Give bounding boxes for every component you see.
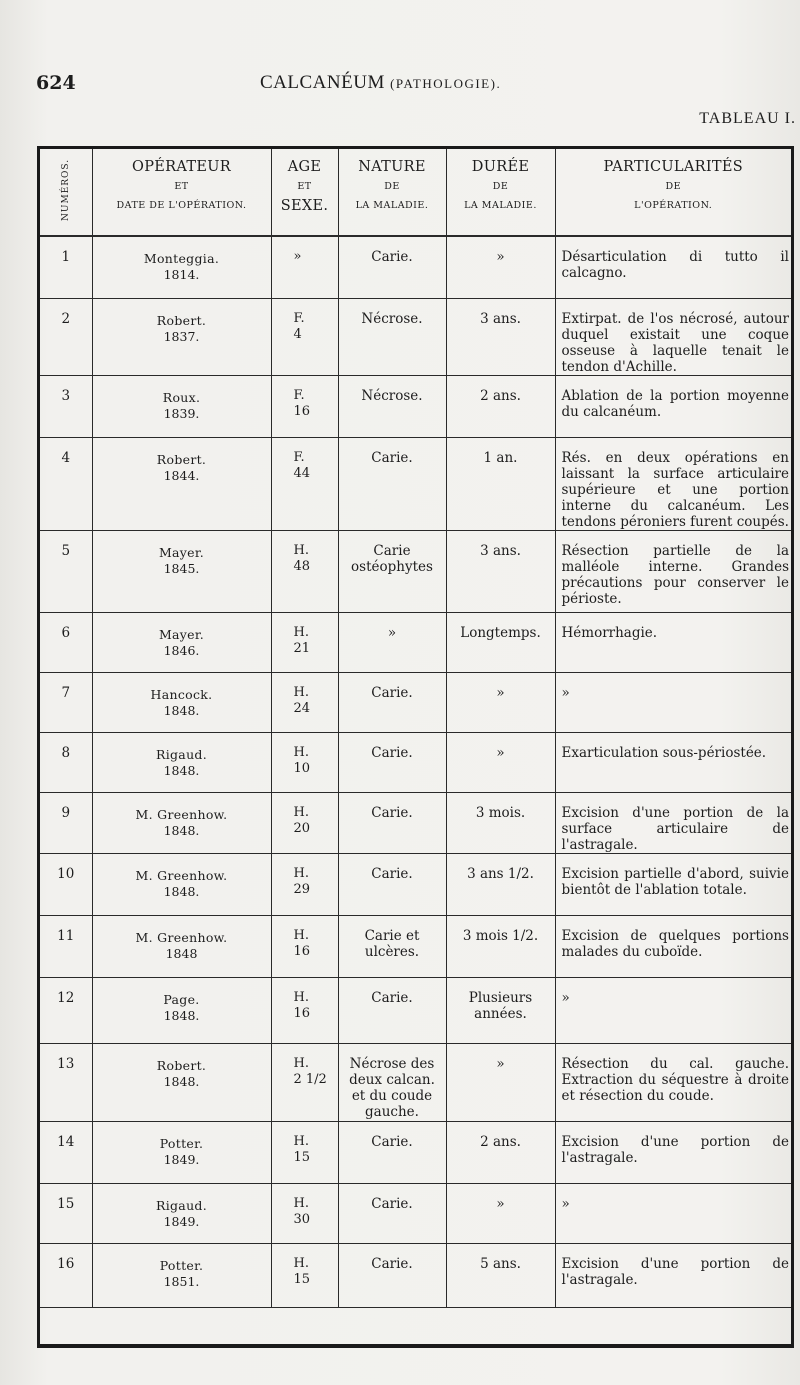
duree-value: » bbox=[496, 1055, 505, 1072]
running-title-main: CALCANÉUM bbox=[260, 72, 385, 93]
operation-year: 1851. bbox=[163, 1273, 200, 1289]
sex-value: H. bbox=[293, 989, 309, 1005]
particularites-cell bbox=[555, 236, 791, 298]
operator-name: Potter. bbox=[159, 1257, 204, 1273]
sex-value: H. bbox=[293, 624, 309, 640]
header-duree-sub: LA MALADIE. bbox=[464, 200, 537, 211]
sex-value: F. bbox=[293, 310, 305, 326]
duree-cell bbox=[446, 236, 555, 298]
particularites-cell bbox=[555, 1043, 791, 1121]
age-sex-cell bbox=[271, 672, 338, 732]
duree-cell bbox=[446, 1243, 555, 1307]
operator-name: M. Greenhow. bbox=[135, 806, 228, 822]
operation-year: 1848. bbox=[163, 822, 200, 838]
sex-value: H. bbox=[293, 1055, 309, 1071]
nature-value: Carie. bbox=[371, 1195, 413, 1212]
table-row bbox=[40, 977, 791, 1043]
row-number bbox=[40, 853, 92, 915]
nature-value: Carie. bbox=[371, 804, 413, 821]
nature-cell bbox=[338, 1183, 446, 1243]
operator-name: Hancock. bbox=[150, 686, 213, 702]
row-number bbox=[40, 530, 92, 612]
duree-value: 3 ans. bbox=[480, 310, 521, 327]
operator-cell bbox=[92, 437, 271, 530]
age-sex-cell bbox=[271, 375, 338, 437]
nature-cell bbox=[338, 792, 446, 853]
operation-year: 1839. bbox=[163, 405, 200, 421]
nature-cell bbox=[338, 1121, 446, 1183]
particularites-value: Excision d'une portion de l'astragale. bbox=[561, 1133, 789, 1166]
header-age-main: AGE bbox=[287, 159, 322, 175]
age-value: 15 bbox=[293, 1271, 311, 1287]
particularites-cell bbox=[555, 792, 791, 853]
sex-value: » bbox=[293, 249, 302, 264]
table-row bbox=[40, 672, 791, 732]
particularites-value: Excision d'une portion de l'astragale. bbox=[561, 1255, 789, 1288]
operator-cell bbox=[92, 853, 271, 915]
particularites-cell bbox=[555, 915, 791, 977]
row-number-value: 6 bbox=[61, 624, 71, 641]
particularites-value: Rés. en deux opérations en laissant la surface articulaire supérieure et une portion interne du calcanéum. Les tendons péroniers furent coupés. bbox=[561, 449, 789, 530]
sex-value: H. bbox=[293, 1195, 309, 1211]
nature-cell bbox=[338, 672, 446, 732]
sex-value: H. bbox=[293, 804, 309, 820]
operator-cell bbox=[92, 1121, 271, 1183]
operation-year: 1848. bbox=[163, 883, 200, 899]
header-duree bbox=[446, 149, 555, 236]
header-age-sub: SEXE. bbox=[280, 198, 329, 214]
row-number bbox=[40, 375, 92, 437]
header-age-et: ET bbox=[297, 181, 312, 192]
particularites-value: Excision de quelques portions malades du cuboïde. bbox=[561, 927, 789, 960]
header-numeros-label: NUMÉROS. bbox=[60, 158, 71, 221]
header-operateur-main: OPÉRATEUR bbox=[132, 159, 231, 175]
age-value: 10 bbox=[293, 760, 311, 776]
operation-year: 1837. bbox=[163, 328, 200, 344]
duree-value: 3 mois 1/2. bbox=[462, 927, 539, 944]
row-number bbox=[40, 1043, 92, 1121]
age-sex-cell bbox=[271, 236, 338, 298]
row-number bbox=[40, 672, 92, 732]
duree-value: 3 ans. bbox=[480, 542, 521, 559]
header-numeros bbox=[40, 149, 92, 236]
table-row bbox=[40, 437, 791, 530]
nature-cell bbox=[338, 915, 446, 977]
duree-value: » bbox=[496, 744, 505, 761]
operator-name: Robert. bbox=[156, 312, 207, 328]
header-operateur-sub: DATE DE L'OPÉRATION. bbox=[116, 200, 247, 211]
nature-value: » bbox=[387, 624, 397, 641]
age-value: 16 bbox=[293, 943, 311, 959]
row-number bbox=[40, 915, 92, 977]
age-value: 44 bbox=[293, 465, 311, 481]
operator-name: Potter. bbox=[159, 1135, 204, 1151]
particularites-value: Résection partielle de la malléole interne. Grandes précautions pour conserver le périoste. bbox=[561, 542, 789, 607]
operator-cell bbox=[92, 1043, 271, 1121]
duree-cell bbox=[446, 1043, 555, 1121]
operation-year: 1849. bbox=[163, 1213, 200, 1229]
operation-year: 1845. bbox=[163, 560, 200, 576]
row-number-value: 15 bbox=[57, 1195, 75, 1212]
operator-name: M. Greenhow. bbox=[135, 867, 228, 883]
operation-year: 1846. bbox=[163, 642, 200, 658]
nature-value: Carie. bbox=[371, 249, 413, 265]
header-nature-sub: LA MALADIE. bbox=[355, 200, 429, 211]
sex-value: H. bbox=[293, 1133, 309, 1149]
table-row bbox=[40, 1121, 791, 1183]
age-sex-cell bbox=[271, 1121, 338, 1183]
particularites-cell bbox=[555, 298, 791, 375]
duree-value: 3 mois. bbox=[475, 804, 526, 821]
age-sex-cell bbox=[271, 298, 338, 375]
operator-cell bbox=[92, 732, 271, 792]
operator-name: Roux. bbox=[162, 389, 201, 405]
operation-year: 1848. bbox=[163, 1007, 200, 1023]
row-number-value: 5 bbox=[61, 542, 71, 559]
age-value: 16 bbox=[293, 1005, 311, 1021]
duree-value: 5 ans. bbox=[480, 1255, 521, 1272]
operation-year: 1814. bbox=[163, 267, 200, 282]
header-age bbox=[271, 149, 338, 236]
age-value: 30 bbox=[293, 1211, 311, 1227]
particularites-value: Hémorrhagie. bbox=[561, 624, 658, 641]
duree-cell bbox=[446, 437, 555, 530]
table-row bbox=[40, 1043, 791, 1121]
row-number bbox=[40, 977, 92, 1043]
nature-cell bbox=[338, 236, 446, 298]
duree-value: 3 ans 1/2. bbox=[467, 865, 534, 882]
particularites-value: » bbox=[561, 684, 570, 701]
age-sex-cell bbox=[271, 612, 338, 672]
duree-cell bbox=[446, 732, 555, 792]
table-row bbox=[40, 612, 791, 672]
age-sex-cell bbox=[271, 732, 338, 792]
running-header bbox=[36, 72, 780, 102]
table-label: TABLEAU I. bbox=[699, 110, 796, 127]
row-number-value: 14 bbox=[57, 1133, 75, 1150]
row-number bbox=[40, 298, 92, 375]
particularites-value: Excision partielle d'abord, suivie bientôt de l'ablation totale. bbox=[561, 865, 789, 898]
row-number bbox=[40, 437, 92, 530]
operator-name: Robert. bbox=[156, 451, 207, 467]
row-number bbox=[40, 236, 92, 298]
row-number-value: 1 bbox=[61, 249, 71, 265]
nature-cell bbox=[338, 298, 446, 375]
nature-cell bbox=[338, 530, 446, 612]
operator-cell bbox=[92, 1243, 271, 1307]
duree-value: » bbox=[496, 249, 505, 265]
running-title-sub: (PATHOLOGIE). bbox=[390, 76, 502, 91]
age-value: 48 bbox=[293, 558, 311, 574]
particularites-cell bbox=[555, 853, 791, 915]
table-row bbox=[40, 1183, 791, 1243]
sex-value: H. bbox=[293, 1255, 309, 1271]
operator-cell bbox=[92, 1183, 271, 1243]
nature-value: Nécrose des deux calcan. et du coude gauche. bbox=[349, 1055, 435, 1120]
duree-value: Plusieurs années. bbox=[468, 989, 533, 1022]
header-part-sub: L'OPÉRATION. bbox=[634, 200, 713, 211]
header-operateur-et: ET bbox=[174, 181, 189, 192]
operator-name: Mayer. bbox=[158, 544, 205, 560]
page-number: 624 bbox=[36, 72, 76, 94]
nature-value: Carie. bbox=[371, 865, 413, 882]
duree-cell bbox=[446, 1183, 555, 1243]
operator-name: Rigaud. bbox=[156, 1197, 207, 1213]
table-header-row bbox=[40, 149, 791, 236]
duree-value: 2 ans. bbox=[480, 387, 521, 404]
operator-cell bbox=[92, 375, 271, 437]
nature-cell bbox=[338, 853, 446, 915]
header-duree-main: DURÉE bbox=[471, 159, 530, 175]
particularites-cell bbox=[555, 977, 791, 1043]
operation-year: 1849. bbox=[163, 1151, 200, 1167]
cases-table bbox=[37, 146, 794, 1348]
particularites-cell bbox=[555, 375, 791, 437]
operator-cell bbox=[92, 792, 271, 853]
operator-cell bbox=[92, 612, 271, 672]
header-operateur bbox=[92, 149, 271, 236]
table-row bbox=[40, 732, 791, 792]
nature-cell bbox=[338, 437, 446, 530]
nature-cell bbox=[338, 1243, 446, 1307]
duree-value: » bbox=[496, 684, 505, 701]
age-sex-cell bbox=[271, 1043, 338, 1121]
particularites-value: Excision d'une portion de la surface articulaire de l'astragale. bbox=[561, 804, 789, 853]
particularites-value: Exarticulation sous-périostée. bbox=[561, 744, 767, 761]
operator-cell bbox=[92, 672, 271, 732]
header-nature bbox=[338, 149, 446, 236]
row-number-value: 9 bbox=[61, 804, 71, 821]
operator-name: Robert. bbox=[156, 1057, 207, 1073]
nature-cell bbox=[338, 732, 446, 792]
particularites-cell bbox=[555, 1183, 791, 1243]
age-sex-cell bbox=[271, 792, 338, 853]
duree-value: 2 ans. bbox=[480, 1133, 521, 1150]
row-number-value: 2 bbox=[61, 310, 71, 327]
duree-cell bbox=[446, 672, 555, 732]
table-row bbox=[40, 236, 791, 298]
header-duree-de: DE bbox=[492, 181, 509, 192]
operator-cell bbox=[92, 977, 271, 1043]
particularites-value: » bbox=[561, 989, 570, 1006]
table-row bbox=[40, 530, 791, 612]
nature-value: Nécrose. bbox=[361, 387, 423, 404]
operator-name: Rigaud. bbox=[156, 746, 207, 762]
age-value: 21 bbox=[293, 640, 311, 656]
particularites-value: Ablation de la portion moyenne du calcanéum. bbox=[561, 387, 789, 420]
age-sex-cell bbox=[271, 853, 338, 915]
duree-cell bbox=[446, 612, 555, 672]
nature-value: Nécrose. bbox=[361, 310, 423, 327]
operation-year: 1848 bbox=[165, 945, 198, 961]
operator-cell bbox=[92, 236, 271, 298]
particularites-cell bbox=[555, 672, 791, 732]
age-sex-cell bbox=[271, 530, 338, 612]
nature-value: Carie. bbox=[371, 744, 413, 761]
age-value: 24 bbox=[293, 700, 311, 716]
nature-value: Carie. bbox=[371, 1255, 413, 1272]
duree-cell bbox=[446, 375, 555, 437]
operator-name: Page. bbox=[163, 991, 200, 1007]
nature-cell bbox=[338, 1043, 446, 1121]
row-number-value: 11 bbox=[57, 927, 75, 944]
duree-value: 1 an. bbox=[483, 449, 518, 466]
sex-value: H. bbox=[293, 927, 309, 943]
row-number-value: 3 bbox=[61, 387, 71, 404]
row-number bbox=[40, 732, 92, 792]
header-part-de: DE bbox=[665, 181, 682, 192]
nature-value: Carie ostéophytes bbox=[351, 542, 433, 575]
header-nature-de: DE bbox=[384, 181, 400, 192]
operator-cell bbox=[92, 298, 271, 375]
row-number-value: 12 bbox=[57, 989, 75, 1006]
row-number bbox=[40, 1121, 92, 1183]
sex-value: F. bbox=[293, 387, 305, 403]
particularites-value: Résection du cal. gauche. Extraction du séquestre à droite et résection du coude. bbox=[561, 1055, 789, 1104]
nature-value: Carie et ulcères. bbox=[364, 927, 420, 960]
age-value: 15 bbox=[293, 1149, 311, 1165]
row-number-value: 8 bbox=[61, 744, 71, 761]
particularites-cell bbox=[555, 1243, 791, 1307]
nature-value: Carie. bbox=[371, 989, 413, 1006]
particularites-cell bbox=[555, 612, 791, 672]
sex-value: H. bbox=[293, 744, 309, 760]
particularites-cell bbox=[555, 437, 791, 530]
duree-cell bbox=[446, 792, 555, 853]
operator-cell bbox=[92, 530, 271, 612]
table-row bbox=[40, 915, 791, 977]
row-number bbox=[40, 1243, 92, 1307]
row-number-value: 7 bbox=[61, 684, 71, 701]
table-row bbox=[40, 375, 791, 437]
age-sex-cell bbox=[271, 915, 338, 977]
nature-value: Carie. bbox=[371, 684, 413, 701]
age-sex-cell bbox=[271, 977, 338, 1043]
age-value: 4 bbox=[293, 326, 302, 342]
header-particularites bbox=[555, 149, 791, 236]
nature-cell bbox=[338, 977, 446, 1043]
nature-value: Carie. bbox=[371, 449, 413, 466]
operation-year: 1848. bbox=[163, 702, 200, 718]
particularites-value: Désarticulation di tutto il calcagno. bbox=[561, 249, 789, 281]
table-row bbox=[40, 853, 791, 915]
table-row bbox=[40, 298, 791, 375]
row-number bbox=[40, 792, 92, 853]
running-title bbox=[260, 72, 501, 94]
sex-value: H. bbox=[293, 684, 309, 700]
table-row bbox=[40, 792, 791, 853]
row-number-value: 13 bbox=[57, 1055, 75, 1072]
row-number-value: 10 bbox=[57, 865, 75, 882]
sex-value: H. bbox=[293, 542, 309, 558]
row-number bbox=[40, 1183, 92, 1243]
age-value: 16 bbox=[293, 403, 311, 419]
particularites-value: Extirpat. de l'os nécrosé, autour duquel existait une coque osseuse à laquelle tenait le tendon d'Achille. bbox=[561, 310, 789, 375]
age-sex-cell bbox=[271, 437, 338, 530]
age-value: 20 bbox=[293, 820, 311, 836]
duree-value: » bbox=[496, 1195, 505, 1212]
operation-year: 1844. bbox=[163, 467, 200, 483]
header-nature-main: NATURE bbox=[358, 159, 426, 175]
age-value: 2 1/2 bbox=[293, 1071, 327, 1087]
nature-value: Carie. bbox=[371, 1133, 413, 1150]
operation-year: 1848. bbox=[163, 1073, 200, 1089]
duree-cell bbox=[446, 530, 555, 612]
particularites-cell bbox=[555, 732, 791, 792]
operator-name: M. Greenhow. bbox=[135, 929, 228, 945]
operator-cell bbox=[92, 915, 271, 977]
sex-value: H. bbox=[293, 865, 309, 881]
row-number-value: 16 bbox=[57, 1255, 75, 1272]
row-number bbox=[40, 612, 92, 672]
operator-name: Monteggia. bbox=[143, 251, 220, 266]
row-number-value: 4 bbox=[61, 449, 71, 466]
age-value: 29 bbox=[293, 881, 311, 897]
operator-name: Mayer. bbox=[158, 626, 205, 642]
sex-value: F. bbox=[293, 449, 305, 465]
duree-cell bbox=[446, 977, 555, 1043]
duree-cell bbox=[446, 915, 555, 977]
duree-cell bbox=[446, 1121, 555, 1183]
duree-cell bbox=[446, 853, 555, 915]
particularites-value: » bbox=[561, 1195, 570, 1212]
header-part-main: PARTICULARITÉS bbox=[603, 159, 743, 175]
table-row bbox=[40, 1243, 791, 1307]
particularites-cell bbox=[555, 1121, 791, 1183]
duree-cell bbox=[446, 298, 555, 375]
duree-value: Longtemps. bbox=[460, 624, 541, 641]
operation-year: 1848. bbox=[163, 762, 200, 778]
age-sex-cell bbox=[271, 1183, 338, 1243]
table-body bbox=[40, 236, 791, 1307]
particularites-cell bbox=[555, 530, 791, 612]
nature-cell bbox=[338, 375, 446, 437]
nature-cell bbox=[338, 612, 446, 672]
age-sex-cell bbox=[271, 1243, 338, 1307]
